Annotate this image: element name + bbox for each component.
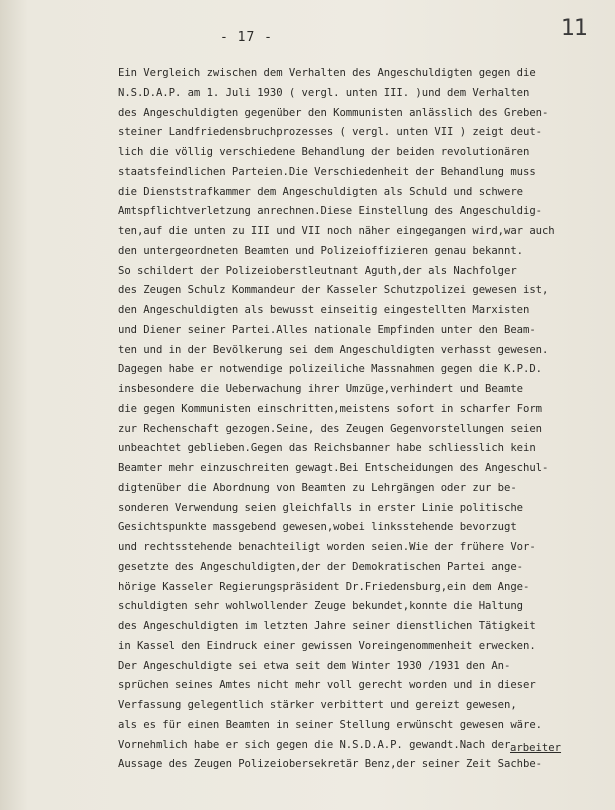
text-line: Der Angeschuldigte sei etwa seit dem Winter 1930 /1931 den An- (118, 659, 511, 672)
body-text (118, 64, 555, 775)
text-line: sprüchen seines Amtes nicht mehr voll gerecht worden und in dieser (118, 679, 536, 692)
text-line: den Angeschuldigten als bewusst einseitig eingestellten Marxisten (118, 304, 530, 316)
text-line: staatsfeindlichen Parteien.Die Verschiedenheit der Behandlung muss (118, 165, 536, 178)
text-line: Dagegen habe er notwendige polizeiliche Massnahmen gegen die K.P.D. (118, 363, 542, 376)
page-number: - 17 - (220, 30, 273, 45)
text-line: und Diener seiner Partei.Alles nationale Empfinden unter den Beam- (118, 323, 536, 336)
text-line: sonderen Verwendung seien gleichfalls in erster Linie politische (118, 501, 523, 514)
text-line: Vornehmlich habe er sich gegen die N.S.D.A.P. gewandt.Nach der (118, 738, 511, 751)
text-line: Aussage des Zeugen Polizeiobersekretär Benz,der seiner Zeit Sachbe- (118, 758, 542, 771)
text-line: Beamter mehr einzuschreiten gewagt.Bei Entscheidungen des Angeschul- (118, 462, 549, 474)
text-line: digtenüber die Abordnung von Beamten zu Lehrgängen oder zur be- (118, 481, 517, 494)
text-line: die Dienststrafkammer dem Angeschuldigten als Schuld und schwere (118, 185, 523, 198)
text-line: unbeachtet geblieben.Gegen das Reichsbanner habe schliesslich kein (118, 442, 536, 455)
catchword: arbeiter (510, 742, 562, 754)
text-line: gesetzte des Angeschuldigten,der der Demokratischen Partei ange- (118, 560, 523, 573)
text-line: hörige Kasseler Regierungspräsident Dr.Friedensburg,ein dem Ange- (118, 580, 530, 593)
text-line: ten,auf die unten zu III und VII noch näher eingegangen wird,war auch (118, 225, 555, 237)
text-line: ten und in der Bevölkerung sei dem Angeschuldigten verhasst gewesen. (118, 343, 549, 356)
text-line: Verfassung gelegentlich stärker verbittert und gereizt gewesen, (118, 699, 517, 711)
text-line: insbesondere die Ueberwachung ihrer Umzüge,verhindert und Beamte (118, 383, 523, 395)
folio-number: 11 (561, 16, 587, 41)
text-line: So schildert der Polizeioberstleutnant Aguth,der als Nachfolger (118, 264, 517, 277)
text-line: und rechtsstehende benachteiligt worden seien.Wie der frühere Vor- (118, 541, 536, 553)
text-line: lich die völlig verschiedene Behandlung der beiden revolutionären (118, 146, 530, 158)
text-line: Ein Vergleich zwischen dem Verhalten des Angeschuldigten gegen die (118, 67, 536, 79)
text-line: in Kassel den Eindruck einer gewissen Voreingenommenheit erwecken. (118, 639, 536, 652)
text-line: des Angeschuldigten im letzten Jahre seiner dienstlichen Tätigkeit (118, 620, 536, 632)
text-line: Gesichtspunkte massgebend gewesen,wobei linksstehende bevorzugt (118, 521, 517, 534)
text-line: des Zeugen Schulz Kommandeur der Kasseler Schutzpolizei gewesen ist, (118, 284, 549, 297)
text-line: steiner Landfriedensbruchprozesses ( vergl. unten VII ) zeigt deut- (118, 126, 542, 139)
text-line: zur Rechenschaft gezogen.Seine, des Zeugen Gegenvorstellungen seien (118, 422, 542, 435)
text-line: schuldigten sehr wohlwollender Zeuge bekundet,konnte die Haltung (118, 600, 523, 613)
text-line: als es für einen Beamten in seiner Stellung erwünscht gewesen wäre. (118, 718, 542, 731)
text-line: des Angeschuldigten gegenüber den Kommunisten anlässlich des Greben- (118, 106, 549, 119)
text-line: N.S.D.A.P. am 1. Juli 1930 ( vergl. unten III. )und dem Verhalten (118, 86, 530, 99)
text-line: die gegen Kommunisten einschritten,meistens sofort in scharfer Form (118, 402, 542, 415)
text-line: den untergeordneten Beamten und Polizeioffizieren genau bekannt. (118, 244, 523, 257)
text-line: Amtspflichtverletzung anrechnen.Diese Einstellung des Angeschuldig- (118, 205, 542, 218)
